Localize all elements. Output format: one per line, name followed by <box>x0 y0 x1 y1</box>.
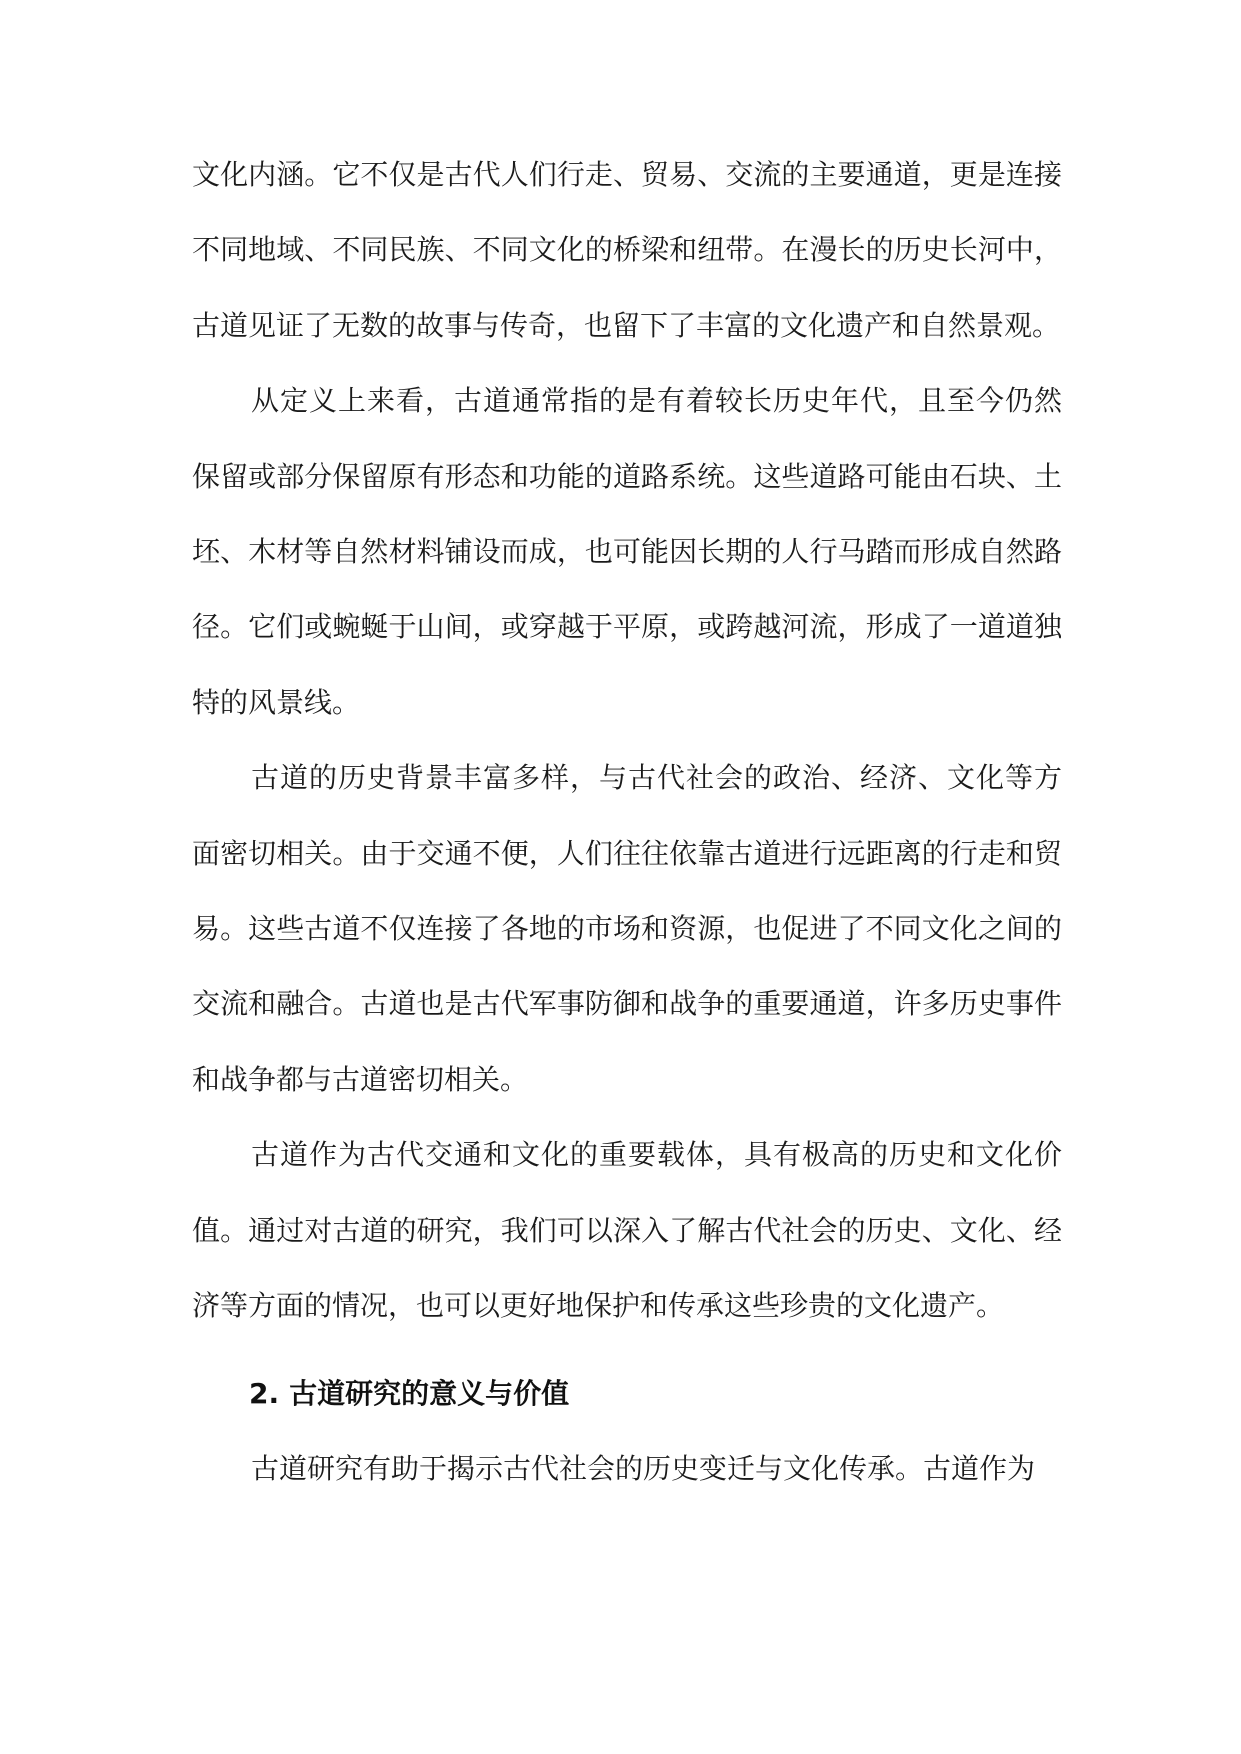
section-title: 古道研究的意义与价值 <box>289 1376 570 1410</box>
paragraph-definition: 从定义上来看，古道通常指的是有着较长历史年代，且至今仍然保留或部分保留原有形态和功能的道路系统。这些道路可能由石块、土坯、木材等自然材料铺设而成，也可能因长期的人行马踏而形成自然路径。它们或蜿蜒于山间，或穿越于平原，或跨越河流，形成了一道道独特的风景线。 <box>192 384 1062 719</box>
paragraph-value: 古道作为古代交通和文化的重要载体，具有极高的历史和文化价值。通过对古道的研究，我们可以深入了解古代社会的历史、文化、经济等方面的情况，也可以更好地保护和传承这些珍贵的文化遗产。 <box>192 1138 1062 1323</box>
paragraph-history: 古道的历史背景丰富多样，与古代社会的政治、经济、文化等方面密切相关。由于交通不便，人们往往依靠古道进行远距离的行走和贸易。这些古道不仅连接了各地的市场和资源，也促进了不同文化之间的交流和融合。古道也是古代军事防御和战争的重要通道，许多历史事件和战争都与古道密切相关。 <box>192 761 1062 1096</box>
document-body <box>192 137 1062 1506</box>
paragraph-continuation: 文化内涵。它不仅是古代人们行走、贸易、交流的主要通道，更是连接不同地域、不同民族、不同文化的桥梁和纽带。在漫长的历史长河中，古道见证了无数的故事与传奇，也留下了丰富的文化遗产和自然景观。 <box>192 158 1062 342</box>
section-heading <box>192 1344 1062 1431</box>
section-number: 2. <box>249 1376 280 1410</box>
paragraph-significance: 古道研究有助于揭示古代社会的历史变迁与文化传承。古道作为 <box>251 1451 1036 1485</box>
